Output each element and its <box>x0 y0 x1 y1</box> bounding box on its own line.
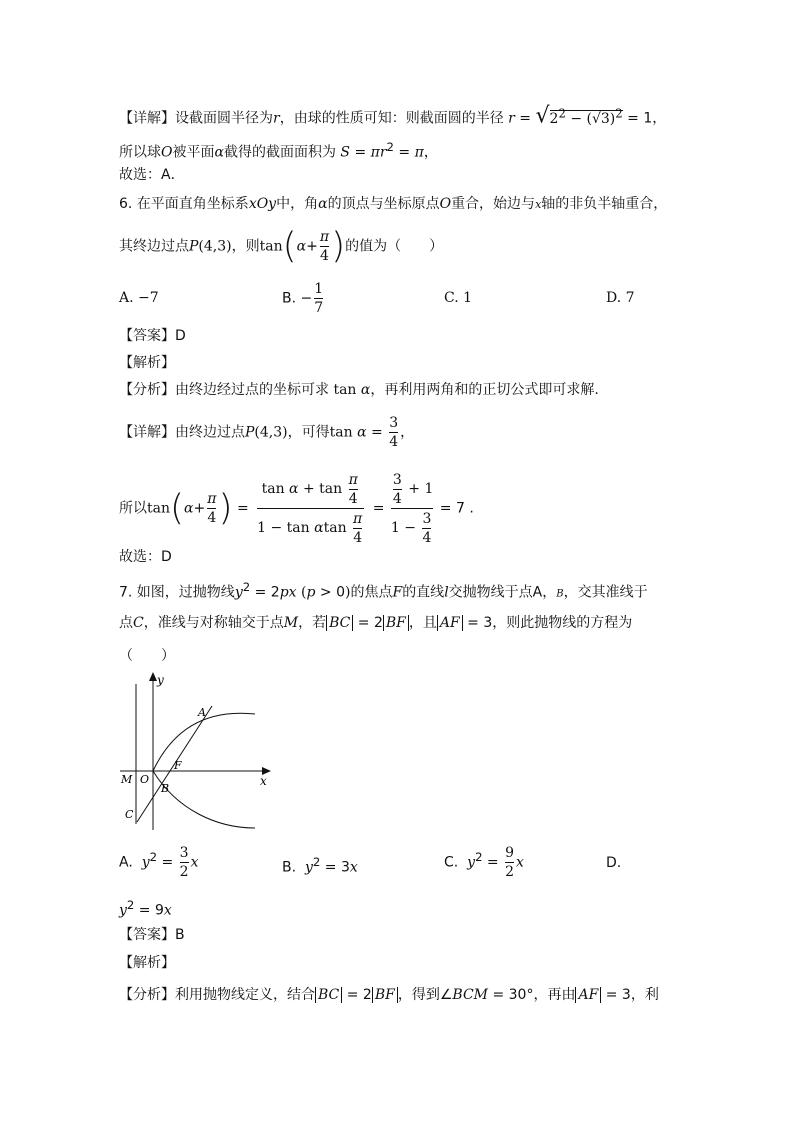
option-7-d-value: $y^2 = 9x$ <box>119 898 172 919</box>
analysis-7-heading: 【解析】 <box>119 955 175 971</box>
question-6-line2: 其终边过点P(4,3)，则tan(α+ $\frac{\pi}{4}$ )的值为（ ） <box>119 225 444 267</box>
option-6-b: B. − $\frac{1}{7}$ <box>282 281 324 316</box>
answer-select-6: 故选：D <box>119 549 172 565</box>
question-7-line2: 点C，准线与对称轴交于点M，若 BC = 2 BF ，且 AF = 3，则此抛物线的方程为 <box>119 615 633 631</box>
label-y: y <box>157 673 164 687</box>
option-6-a: A. −7 <box>119 290 159 306</box>
option-7-c: C. $y^2$ = $\frac{9}{2}$ x <box>444 845 524 880</box>
detail-6-line1: 【详解】由终边过点P(4,3)，可得tan α = $\frac{3}{4}$ ， <box>119 415 415 450</box>
label-a: A <box>198 706 206 719</box>
detail-line-radius: 【详解】设截面圆半径为r，由球的性质可知：则截面圆的半径 $r = √2^2 - (√3)^2 = 1$， <box>119 103 667 129</box>
label-x: x <box>260 774 267 788</box>
label-f: F <box>174 759 182 772</box>
option-7-b: B. $y^2 = 3x$ <box>282 855 358 876</box>
analysis-7-idea: 【分析】利用抛物线定义，结合 BC = 2 BF ，得到∠BCM = 30°，再由 AF = 3，利 <box>119 987 659 1003</box>
analysis-6-idea: 【分析】由终边经过点的坐标可求 tan α，再利用两角和的正切公式即可求解. <box>119 382 599 398</box>
option-7-d: D. <box>606 855 622 871</box>
label-m: M <box>121 773 133 786</box>
answer-6: 【答案】D <box>119 328 186 344</box>
label-o: O <box>140 773 150 786</box>
option-6-d: D. 7 <box>606 290 635 306</box>
option-7-a: A. $y^2$ = $\frac{3}{2}$ x <box>119 845 199 880</box>
question-6-line1: 6. 在平面直角坐标系xOy中，角α的顶点与坐标原点O重合，始边与x轴的非负半轴重合， <box>119 196 668 212</box>
parabola-figure <box>117 670 277 832</box>
question-7-line1: 7. 如图，过抛物线$y^2 = 2px$ (p > 0)的焦点F的直线l交抛物线于点A，B，交其准线于 <box>119 580 648 601</box>
answer-7: 【答案】B <box>119 927 185 943</box>
answer-select-5: 故选：A． <box>119 167 185 183</box>
question-7-paren: （ ） <box>119 648 175 664</box>
label-b: B <box>161 782 170 795</box>
detail-line-area: 所以球O被平面α截得的截面面积为 $S = \pi r^2 = \pi$， <box>119 140 438 161</box>
label-c: C <box>125 808 134 821</box>
analysis-6-heading: 【解析】 <box>119 355 175 371</box>
y-axis-arrow <box>149 672 157 681</box>
detail-6-line2: 所以tan(α+ $\frac{\pi}{4}$ ) = tan α + tan $\frac{\pi}{4}$ 1 − tan αtan $\frac{\pi}{4}$ = $\frac{3}{4}$ + 1 1 − $\frac{3}{4}$ = 7 . <box>119 471 474 546</box>
option-6-c: C. 1 <box>444 290 473 306</box>
